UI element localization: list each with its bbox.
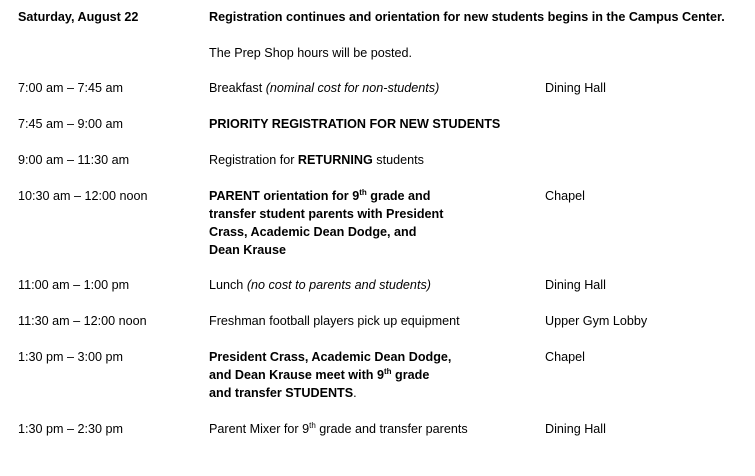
- event-time: 1:30 pm – 2:30 pm: [18, 422, 124, 436]
- event-location: Dining Hall: [545, 81, 606, 95]
- event-description: Freshman football players pick up equipment: [209, 314, 460, 328]
- event-time: 11:30 am – 12:00 noon: [18, 314, 147, 328]
- prep-shop-note: The Prep Shop hours will be posted.: [209, 46, 413, 60]
- event-description: Registration for RETURNING students: [209, 153, 424, 167]
- event-description: PRIORITY REGISTRATION FOR NEW STUDENTS: [209, 117, 501, 131]
- event-description: Breakfast (nominal cost for non-students): [209, 81, 440, 95]
- event-time: 11:00 am – 1:00 pm: [18, 278, 130, 292]
- event-time: 9:00 am – 11:30 am: [18, 153, 130, 167]
- schedule-headline: Registration continues and orientation for new students begins in the Campus Center.: [209, 10, 725, 24]
- event-time: 7:45 am – 9:00 am: [18, 117, 124, 131]
- event-location: Upper Gym Lobby: [545, 314, 648, 328]
- event-description: President Crass, Academic Dean Dodge, and Dean Krause meet with 9th grade and transfer STUDENTS.: [209, 350, 452, 400]
- event-description: Parent Mixer for 9th grade and transfer parents: [209, 420, 468, 436]
- event-time: 10:30 am – 12:00 noon: [18, 189, 148, 203]
- event-description: Lunch (no cost to parents and students): [209, 278, 431, 292]
- event-time: 1:30 pm – 3:00 pm: [18, 350, 124, 364]
- event-description: PARENT orientation for 9th grade and transfer student parents with President Crass, Academic Dean Dodge, and Dean Krause: [209, 187, 444, 257]
- event-location: Chapel: [545, 189, 585, 203]
- event-location: Chapel: [545, 350, 585, 364]
- event-time: 7:00 am – 7:45 am: [18, 81, 124, 95]
- schedule-date: Saturday, August 22: [18, 10, 139, 24]
- event-location: Dining Hall: [545, 422, 606, 436]
- event-location: Dining Hall: [545, 278, 606, 292]
